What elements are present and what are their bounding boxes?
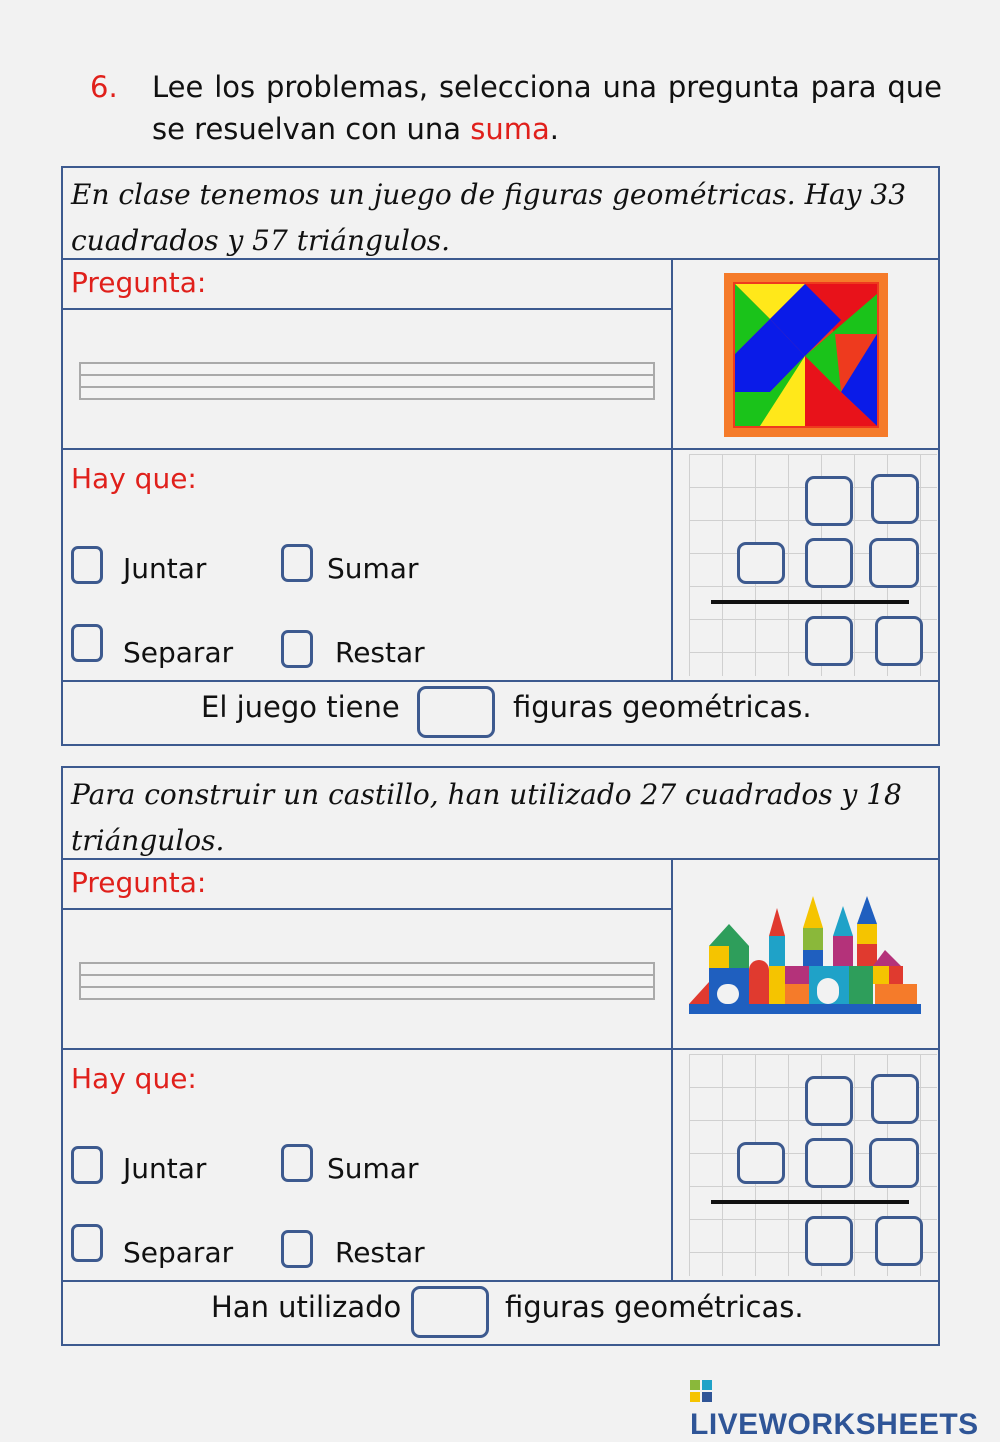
answer-row <box>63 682 938 744</box>
highlight-word: suma <box>470 112 550 146</box>
checkbox-restar[interactable] <box>281 630 313 668</box>
answer-box[interactable] <box>411 1286 489 1338</box>
liveworksheets-mark-icon <box>690 1380 712 1402</box>
question-label-cell <box>63 260 673 310</box>
answer-suffix: figuras geométricas. <box>513 690 812 724</box>
castle-image <box>689 896 921 1020</box>
addend1-tens-box[interactable] <box>805 476 853 526</box>
option-restar-label: Restar <box>335 636 425 669</box>
addend1-units-box[interactable] <box>871 474 919 524</box>
statement-text: En clase tenemos un juego de figuras geométricas. Hay 33 cuadrados y 57 triángulos. <box>71 178 907 257</box>
addend1-tens-box[interactable] <box>805 1076 853 1126</box>
checkbox-sumar[interactable] <box>281 544 313 582</box>
result-tens-box[interactable] <box>805 616 853 666</box>
checkbox-juntar[interactable] <box>71 546 103 584</box>
answer-prefix: Han utilizado <box>211 1290 402 1324</box>
answer-row <box>63 1282 938 1344</box>
option-restar-label: Restar <box>335 1236 425 1269</box>
block-castle-picture <box>673 860 938 1050</box>
problem-card-2 <box>61 766 940 1346</box>
option-juntar-label: Juntar <box>123 1152 207 1185</box>
result-units-box[interactable] <box>875 616 923 666</box>
result-tens-box[interactable] <box>805 1216 853 1266</box>
checkbox-restar[interactable] <box>281 1230 313 1268</box>
plus-sign-box[interactable] <box>737 542 785 584</box>
exercise-number: 6. <box>90 70 118 104</box>
question-label: Pregunta: <box>71 266 207 299</box>
statement-text: Para construir un castillo, han utilizado 27 cuadrados y 18 triángulos. <box>71 778 902 857</box>
tangram-image <box>724 273 888 437</box>
question-writing-lines[interactable] <box>79 962 655 1000</box>
addend2-tens-box[interactable] <box>805 1138 853 1188</box>
checkbox-sumar[interactable] <box>281 1144 313 1182</box>
checkbox-juntar[interactable] <box>71 1146 103 1184</box>
hay-que-label: Hay que: <box>71 1062 197 1095</box>
hay-que-cell <box>63 450 673 682</box>
checkbox-separar[interactable] <box>71 1224 103 1262</box>
addend1-units-box[interactable] <box>871 1074 919 1124</box>
sum-line <box>711 600 909 604</box>
addend2-units-box[interactable] <box>869 1138 919 1188</box>
addend2-units-box[interactable] <box>869 538 919 588</box>
tangram-picture <box>673 260 938 450</box>
question-label-cell <box>63 860 673 910</box>
addition-grid-cell <box>673 1050 938 1282</box>
sum-line <box>711 1200 909 1204</box>
problem-statement <box>63 168 938 260</box>
answer-box[interactable] <box>417 686 495 738</box>
question-answer-cell <box>63 310 673 450</box>
addend2-tens-box[interactable] <box>805 538 853 588</box>
liveworksheets-logo <box>690 1374 1000 1442</box>
question-writing-lines[interactable] <box>79 362 655 400</box>
question-answer-cell <box>63 910 673 1050</box>
option-separar-label: Separar <box>123 636 234 669</box>
question-label: Pregunta: <box>71 866 207 899</box>
problem-card-1 <box>61 166 940 746</box>
plus-sign-box[interactable] <box>737 1142 785 1184</box>
brand-text: LIVEWORKSHEETS <box>690 1408 979 1441</box>
answer-suffix: figuras geométricas. <box>505 1290 804 1324</box>
instruction-text: Lee los problemas, selecciona una pregunta para que se resuelvan con una suma. <box>152 70 942 146</box>
option-sumar-label: Sumar <box>327 552 419 585</box>
hay-que-cell <box>63 1050 673 1282</box>
option-separar-label: Separar <box>123 1236 234 1269</box>
answer-prefix: El juego tiene <box>201 690 400 724</box>
result-units-box[interactable] <box>875 1216 923 1266</box>
addition-grid-cell <box>673 450 938 682</box>
option-sumar-label: Sumar <box>327 1152 419 1185</box>
problem-statement <box>63 768 938 860</box>
option-juntar-label: Juntar <box>123 552 207 585</box>
checkbox-separar[interactable] <box>71 624 103 662</box>
hay-que-label: Hay que: <box>71 462 197 495</box>
